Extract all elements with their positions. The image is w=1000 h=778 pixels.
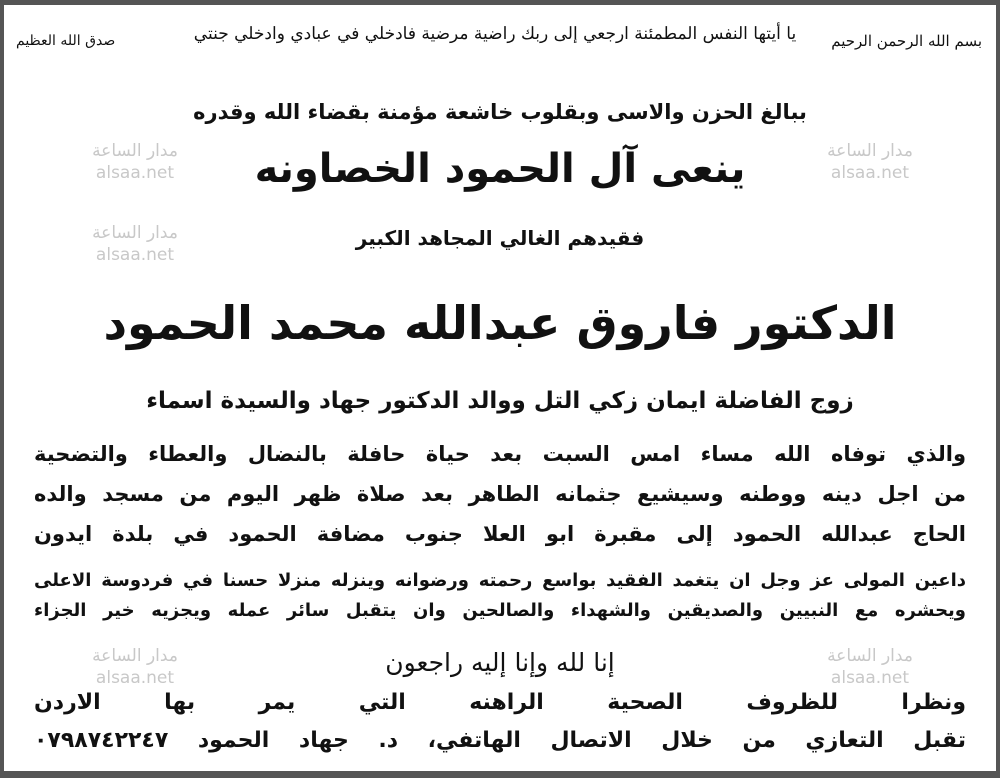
basmala: بسم الله الرحمن الرحيم xyxy=(831,32,982,50)
quran-verse: يا أيتها النفس المطمئنة ارجعي إلى ربك راضية مرضية فادخلي في عبادي وادخلي جنتي xyxy=(193,24,797,44)
subtitle: فقيدهم الغالي المجاهد الكبير xyxy=(355,226,645,250)
closing-verse: إنا لله وإنا إليه راجعون xyxy=(385,648,615,677)
body-line: والذي توفاه الله مساء امس السبت بعد حياة حافلة بالنضال والعطاء والتضحية xyxy=(34,442,966,466)
watermark-ar: مدار الساعة xyxy=(827,646,913,666)
watermark-ar: مدار الساعة xyxy=(92,223,178,243)
watermark xyxy=(80,645,190,689)
body-line: ويحشره مع النبيين والصديقين والشهداء والصالحين وان يتقبل سائر عمله ويجزيه خير الجزاء xyxy=(34,600,966,621)
family-name: ينعى آل الحمود الخصاونه xyxy=(254,146,746,192)
watermark-en: alsaa.net xyxy=(95,668,175,688)
deceased-name: الدكتور فاروق عبدالله محمد الحمود xyxy=(103,296,897,350)
watermark-ar: مدار الساعة xyxy=(827,141,913,161)
notice-line: تقبل التعازي من خلال الاتصال الهاتفي، د. جهاد الحمود ٠٧٩٨٧٤٢٢٤٧ xyxy=(34,728,966,753)
watermark xyxy=(80,140,190,184)
watermark xyxy=(815,140,925,184)
watermark-en: alsaa.net xyxy=(95,163,175,183)
sadaqa: صدق الله العظيم xyxy=(16,33,116,49)
body-line: الحاج عبدالله الحمود إلى مقبرة ابو العلا جنوب مضافة الحمود في بلدة ايدون xyxy=(34,522,966,546)
body-line: من اجل دينه ووطنه وسيشيع جثمانه الطاهر بعد صلاة ظهر اليوم من مسجد والده xyxy=(34,482,966,506)
watermark-en: alsaa.net xyxy=(830,163,910,183)
watermark-ar: مدار الساعة xyxy=(92,141,178,161)
watermark-en: alsaa.net xyxy=(95,245,175,265)
watermark xyxy=(815,645,925,689)
relations-line: زوج الفاضلة ايمان زكي التل ووالد الدكتور جهاد والسيدة اسماء xyxy=(146,388,854,414)
watermark-ar: مدار الساعة xyxy=(92,646,178,666)
notice-line: ونظرا للظروف الصحية الراهنه التي يمر بها الاردن xyxy=(34,690,966,715)
watermark xyxy=(80,222,190,266)
body-line: داعين المولى عز وجل ان يتغمد الفقيد بواسع رحمته ورضوانه وينزله منزلا حسنا في فردوسة الاعلى xyxy=(34,570,966,591)
intro-line: ببالغ الحزن والاسى وبقلوب خاشعة مؤمنة بقضاء الله وقدره xyxy=(193,100,807,124)
watermark-en: alsaa.net xyxy=(830,668,910,688)
